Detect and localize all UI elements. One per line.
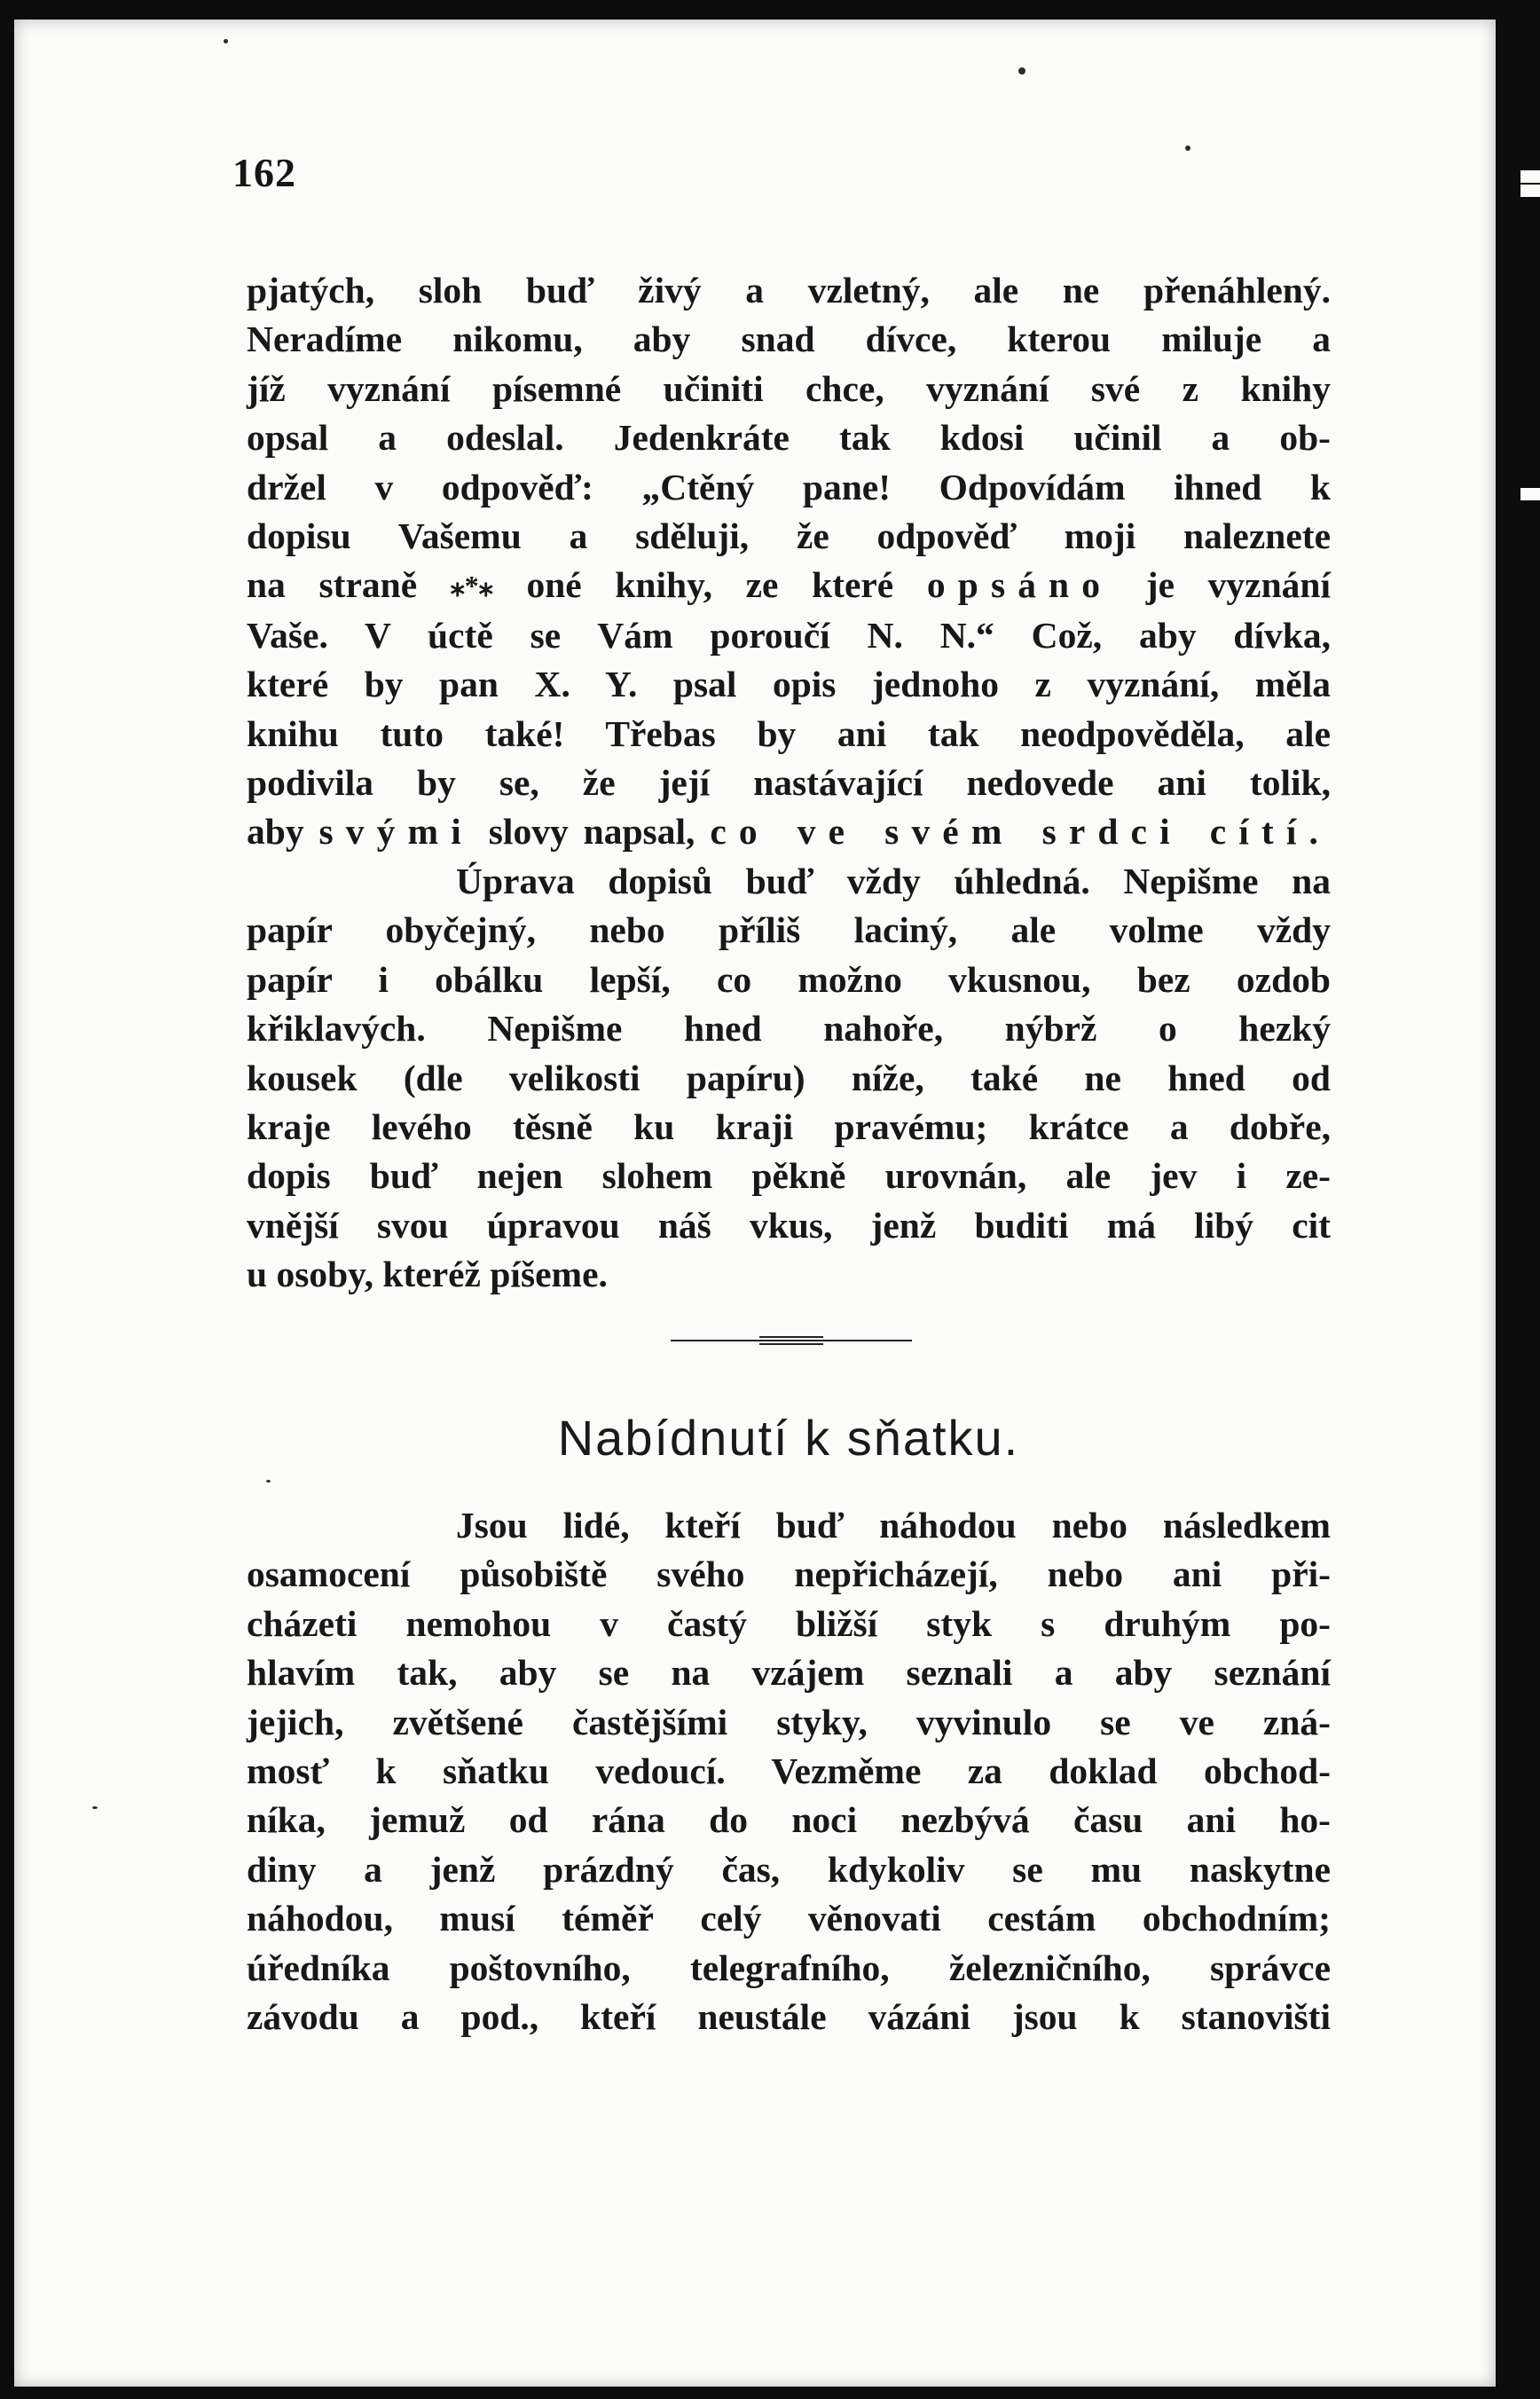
- section-separator: [671, 1334, 912, 1345]
- text-line: pjatých, sloh buď živý a vzletný, ale ne přenáhlený.: [247, 270, 1331, 311]
- text-line: diny a jenž prázdný čas, kdykoliv se mu naskytne: [247, 1848, 1331, 1890]
- text-line: vnější svou úpravou náš vkus, jenž buditi má libý cit: [247, 1204, 1331, 1246]
- text-line: Jsou lidé, kteří buď náhodou nebo následkem: [456, 1505, 1331, 1546]
- text-line: cházeti nemohou v častý bližší styk s druhým po-: [247, 1602, 1331, 1644]
- text-line: u osoby, kteréž píšeme.: [247, 1254, 608, 1295]
- text-line: papír obyčejný, nebo příliš laciný, ale volme vždy: [247, 909, 1331, 951]
- text-line: podivila by se, že její nastávající nedovede ani tolik,: [247, 762, 1331, 804]
- text-line: hlavím tak, aby se na vzájem seznali a aby seznání: [247, 1652, 1331, 1694]
- asterism: ⁎*⁎: [450, 570, 493, 602]
- text-line: dopisu Vašemu a sděluji, že odpověď moji naleznete: [247, 515, 1331, 557]
- page-number: 162: [232, 150, 296, 195]
- text-line: [247, 561, 1331, 610]
- text-line: jíž vyznání písemné učiniti chce, vyznání své z knihy: [247, 367, 1331, 409]
- text-line: závodu a pod., kteří neustále vázáni jsou k stanovišti: [247, 1996, 1331, 2038]
- paragraph-block-1: [247, 266, 1331, 1300]
- text-line: kraje levého těsně ku kraji pravému; krátce a dobře,: [247, 1105, 1331, 1147]
- text-line: papír i obálku lepší, co možno vkusnou, bez ozdob: [247, 958, 1331, 1000]
- spaced-emphasis: svými: [318, 811, 474, 853]
- text-segment: slovy napsal,: [488, 811, 695, 853]
- dust-speck: [224, 39, 228, 43]
- separator-ornament: [759, 1336, 823, 1345]
- text-line: dopis buď nejen slohem pěkně urovnán, ale jev i ze-: [247, 1155, 1331, 1197]
- text-line: opsal a odeslal. Jedenkráte tak kdosi učinil a ob-: [247, 417, 1331, 459]
- text-line: které by pan X. Y. psal opis jednoho z vyznání, měla: [247, 664, 1331, 705]
- text-line: držel v odpověď: „Ctěný pane! Odpovídám ihned k: [247, 466, 1331, 507]
- text-line: křiklavých. Nepišme hned nahoře, nýbrž o hezký: [247, 1008, 1331, 1050]
- text-line: kousek (dle velikosti papíru) níže, také ne hned od: [247, 1057, 1331, 1098]
- text-segment: na straně: [247, 564, 418, 606]
- text-line: níka, jemuž od rána do noci nezbývá času ani ho-: [247, 1799, 1331, 1841]
- text-line: náhodou, musí téměř celý věnovati cestám obchodním;: [247, 1898, 1331, 1939]
- section-heading: Nabídnutí k sňatku.: [557, 1410, 1020, 1466]
- text-segment: je vyznání: [1145, 564, 1332, 606]
- text-segment: oné knihy, ze které: [526, 564, 894, 606]
- text-line: osamocení působiště svého nepřicházejí, nebo ani při-: [247, 1553, 1331, 1595]
- dust-speck: [1018, 67, 1025, 75]
- text-segment: aby: [247, 811, 304, 853]
- text-line: [247, 807, 1331, 856]
- dust-speck: [92, 1806, 98, 1809]
- text-line: mosť k sňatku vedoucí. Vezměme za doklad obchod-: [247, 1750, 1331, 1792]
- paragraph-block-2: [247, 1501, 1331, 2041]
- page-edge: [1505, 27, 1540, 2333]
- text-line: knihu tuto také! Třebas by ani tak neodpověděla, ale: [247, 712, 1331, 754]
- dust-speck: [1185, 146, 1190, 151]
- spaced-emphasis: opsáno: [926, 564, 1113, 606]
- text-line: Vaše. V úctě se Vám poroučí N. N.“ Což, aby dívka,: [247, 614, 1331, 656]
- text-line: jejich, zvětšené častějšími styky, vyvinulo se ve zná-: [247, 1701, 1331, 1742]
- spaced-emphasis: co ve svém srdci cítí.: [710, 811, 1331, 853]
- text-line: Neradíme nikomu, aby snad dívce, kterou miluje a: [247, 319, 1331, 360]
- dust-speck: [266, 1480, 271, 1483]
- text-line: Úprava dopisů buď vždy úhledná. Nepišme na: [456, 860, 1331, 901]
- text-line: úředníka poštovního, telegrafního, železničního, správce: [247, 1947, 1331, 1988]
